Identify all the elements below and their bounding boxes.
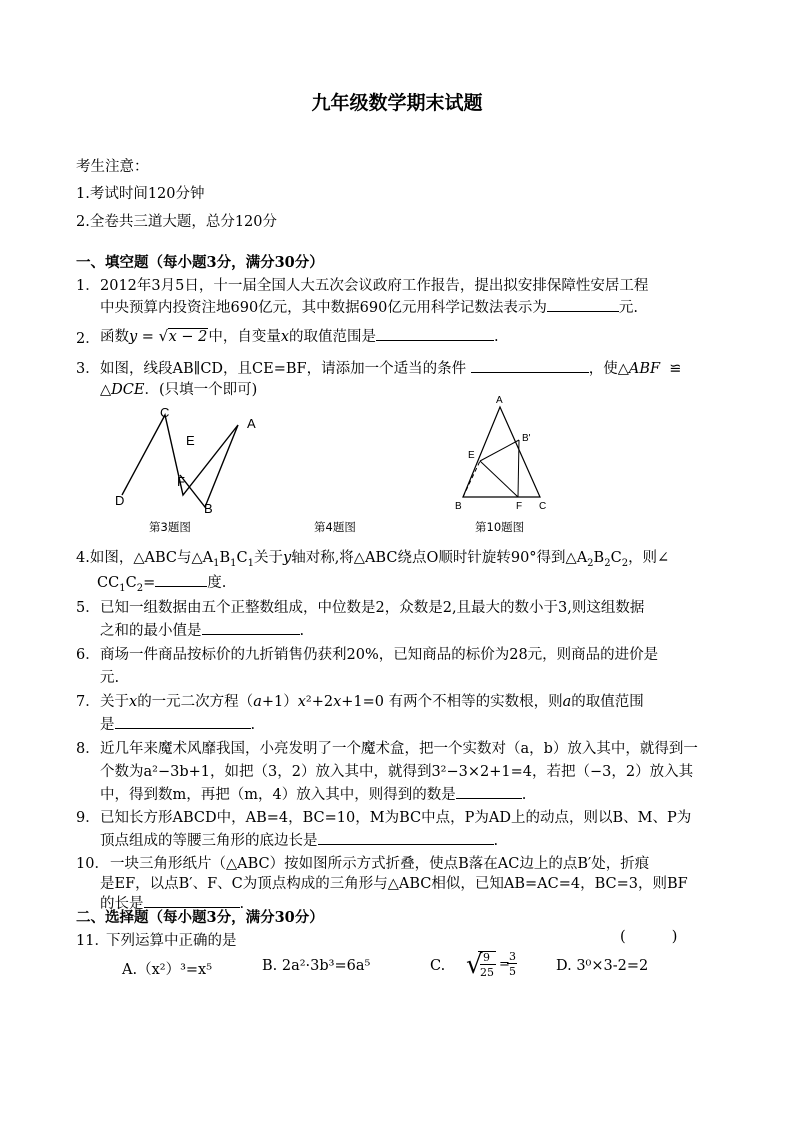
q2-line bbox=[100, 325, 499, 346]
q3-text-b: ，使△ bbox=[588, 361, 629, 377]
q7-line2 bbox=[100, 713, 255, 734]
q4-c2: C bbox=[125, 575, 137, 591]
q3-note: ．(只填一个即可) bbox=[144, 382, 258, 398]
q11-text: 下列运算中正确的是 bbox=[106, 933, 237, 949]
q8-line1: 近几年来魔术风靡我国，小亮发明了一个魔术盒，把一个实数对（a，b）放入其中，就得到一 bbox=[100, 741, 698, 757]
q4-eq: = bbox=[143, 575, 156, 591]
page-title: 九年级数学期末试题 bbox=[311, 92, 483, 114]
q10-line1: 一块三角形纸片（△ABC）按如图所示方式折叠，使点B落在AC边上的点B′处，折痕 bbox=[110, 856, 650, 872]
notice-heading: 考生注意： bbox=[76, 159, 149, 175]
q4-text-e: 轴对称,将△ABC绕点O顺时针旋转90°得到△A bbox=[291, 550, 588, 566]
q10-line2: 是EF，以点B′、F、C为顶点构成的三角形与△ABC相似，已知AB=AC=4，BC=3，则BF bbox=[100, 876, 688, 892]
fig10-eb-prime bbox=[480, 440, 519, 461]
fig10-fold-line bbox=[480, 461, 518, 497]
q7-num: 7． bbox=[76, 694, 100, 710]
q2-num: 2． bbox=[76, 331, 100, 347]
q11-option-d[interactable]: D. 3⁰×3-2=2 bbox=[556, 958, 649, 974]
q4-text-b: B bbox=[219, 550, 231, 566]
q2-text-a: 函数 bbox=[100, 329, 129, 345]
q5-num: 5． bbox=[76, 600, 100, 616]
q2-text-c: 的取值范围是 bbox=[289, 329, 377, 345]
q8-answer-blank[interactable] bbox=[456, 784, 522, 799]
q7-text-c: +1） bbox=[261, 694, 298, 710]
q11-c-den: 25 bbox=[480, 966, 494, 979]
fig10-label-e: E bbox=[468, 450, 475, 461]
figure-3 bbox=[115, 405, 256, 516]
q3-abf: ABF bbox=[628, 361, 661, 377]
q9-line2 bbox=[100, 829, 498, 850]
q3-answer-blank[interactable] bbox=[471, 358, 589, 373]
q7-a2: a bbox=[562, 694, 572, 710]
q11-option-c-label: C. bbox=[430, 958, 446, 974]
fig3-label-d: D bbox=[115, 493, 125, 508]
fig10-label-c: C bbox=[539, 501, 547, 512]
q11-option-a[interactable]: A.（x²）³=x⁵ bbox=[122, 962, 213, 978]
q5-line1: 已知一组数据由五个正整数组成，中位数是2，众数是2,且最大的数小于3,则这组数据 bbox=[100, 600, 645, 616]
notice-item-2: 2.全卷共三道大题，总分120分 bbox=[76, 214, 278, 230]
fig3-label-e: E bbox=[186, 433, 195, 448]
q7-end: . bbox=[250, 717, 256, 733]
fig10-label-bprime: B' bbox=[522, 433, 531, 444]
section1-heading: 一、填空题（每小题3分，满分30分） bbox=[76, 254, 324, 271]
q4-text-c: C bbox=[236, 550, 248, 566]
q2-y: y bbox=[129, 329, 138, 345]
q11-answer-paren[interactable]: ( ) bbox=[620, 929, 678, 945]
q7-text-b: 的一元二次方程（ bbox=[137, 694, 254, 710]
q3-text-a: 如图，线段AB∥CD，且CE=BF，请添加一个适当的条件 bbox=[100, 361, 467, 377]
q11-option-b[interactable]: B. 2a²·3b³=6a⁵ bbox=[262, 958, 371, 974]
q7-is: 是 bbox=[100, 717, 115, 733]
q4-cc: CC bbox=[97, 575, 120, 591]
fig3-path bbox=[122, 415, 238, 507]
q11-c-rnum: 3 bbox=[509, 950, 516, 963]
q2-radical bbox=[159, 329, 209, 345]
sqrt-icon: √ bbox=[158, 327, 169, 345]
q10-num: 10． bbox=[76, 856, 109, 872]
q3-cong: ≌ bbox=[669, 361, 682, 377]
q1-num: 1． bbox=[76, 278, 100, 294]
q7-x: x bbox=[129, 694, 138, 710]
q11-c-rfraction-bar bbox=[507, 963, 517, 964]
fig10-caption: 第10题图 bbox=[475, 520, 525, 534]
q8-line2: 个数为a²−3b+1，如把（3，2）放入其中，就得到3²−3×2+1=4，若把（−3，2）放入其 bbox=[100, 764, 694, 780]
q4-text-a: 4.如图，△ABC与△A bbox=[76, 550, 214, 566]
q5-end: . bbox=[299, 623, 305, 639]
q9-num: 9． bbox=[76, 810, 100, 826]
q7-text-e: ²+2 bbox=[305, 694, 334, 710]
fig10-label-b: B bbox=[455, 501, 462, 512]
q2-text-b: 中，自变量 bbox=[208, 329, 281, 345]
q2-eq: = bbox=[137, 329, 159, 345]
q7-a: a bbox=[253, 694, 262, 710]
q1-line1: 2012年3月5日，十一届全国人大五次会议政府工作报告，提出拟安排保障性安居工程 bbox=[100, 278, 649, 294]
figure-10 bbox=[455, 395, 546, 512]
q7-line1 bbox=[100, 690, 644, 711]
q5-answer-blank[interactable] bbox=[202, 620, 300, 635]
q10-end: . bbox=[239, 896, 245, 912]
fig3-label-b: B bbox=[204, 501, 213, 516]
q6-line1: 商场一件商品按标价的九折销售仍获利20%，已知商品的标价为28元，则商品的进价是 bbox=[100, 647, 659, 663]
q7-x3: x bbox=[333, 694, 342, 710]
q5-line2 bbox=[100, 619, 304, 640]
q4-text-f: B bbox=[593, 550, 605, 566]
q9-answer-blank[interactable] bbox=[318, 830, 494, 845]
q11-c-eq: = bbox=[499, 957, 510, 972]
q4-text-g: C bbox=[610, 550, 622, 566]
q7-text-g: +1=0 有两个不相等的实数根，则 bbox=[341, 694, 563, 710]
q2-var: x bbox=[280, 329, 290, 345]
q3-line1 bbox=[100, 357, 681, 378]
q11-option-c[interactable] bbox=[430, 958, 445, 974]
q4-line2: $CC_1C_2=$ 度. bbox=[97, 571, 226, 594]
q4-text-h: ，则∠ bbox=[628, 550, 670, 566]
fig3-label-a: A bbox=[247, 416, 256, 431]
fig4-caption: 第4题图 bbox=[314, 520, 356, 534]
q4-line1: 4.如图，△ABC与$\triangle A_1B_1C_1$关于y轴对称,将△ABC绕点O顺时针旋转90°得到$\triangle A_2B_2C_2$，则∠ bbox=[76, 550, 670, 569]
q1-answer-blank[interactable] bbox=[547, 297, 619, 312]
q6-line2: 元. bbox=[100, 670, 120, 686]
q9-text: 顶点组成的等腰三角形的底边长是 bbox=[100, 833, 318, 849]
q6-num: 6． bbox=[76, 647, 100, 663]
q4-text-d: 关于 bbox=[254, 550, 283, 566]
fig3-label-c: C bbox=[160, 405, 170, 420]
notice-item-1: 1.考试时间120分钟 bbox=[76, 186, 205, 202]
q8-num: 8． bbox=[76, 741, 100, 757]
q11-num: 11． bbox=[76, 933, 109, 949]
q3-triangle: △ bbox=[100, 382, 112, 398]
q1-line2 bbox=[100, 296, 638, 317]
q11-c-num: 9 bbox=[483, 951, 490, 964]
q1-line2-text: 中央预算内投资注地690亿元，其中数据690亿元用科学记数法表示为 bbox=[100, 300, 547, 316]
q7-text-a: 关于 bbox=[100, 694, 129, 710]
q7-answer-blank[interactable] bbox=[115, 714, 251, 729]
section2-heading: 二、选择题（每小题3分，满分30分） bbox=[76, 909, 324, 926]
q9-line1: 已知长方形ABCD中，AB=4，BC=10，M为BC中点，P为AD上的动点，则以B、M、P为 bbox=[100, 810, 692, 826]
q4-y: y bbox=[283, 550, 292, 566]
q8-text: 中，得到数m，再把（m，4）放入其中，则得到的数是 bbox=[100, 787, 456, 803]
q7-x2: x bbox=[297, 694, 306, 710]
q4-answer-blank[interactable] bbox=[155, 572, 207, 587]
sqrt-icon: √ bbox=[466, 950, 483, 980]
fig3-label-f: F bbox=[177, 474, 185, 489]
q1-unit: 元. bbox=[618, 300, 638, 316]
q2-text-d: . bbox=[494, 329, 499, 345]
fig3-caption: 第3题图 bbox=[149, 520, 191, 534]
q3-dce: DCE bbox=[111, 382, 145, 398]
q8-line3 bbox=[100, 783, 526, 804]
q2-answer-blank[interactable] bbox=[376, 326, 494, 341]
q8-end: . bbox=[521, 787, 527, 803]
q11-c-rden: 5 bbox=[509, 965, 516, 978]
q5-text: 之和的最小值是 bbox=[100, 623, 202, 639]
q2-radicand: x − 2 bbox=[168, 329, 208, 345]
q10-text: 的长是 bbox=[100, 896, 144, 912]
fig10-label-a: A bbox=[496, 395, 503, 406]
fig10-label-f: F bbox=[516, 501, 523, 512]
q9-end: . bbox=[493, 833, 499, 849]
q11-c-fraction-bar bbox=[480, 964, 496, 965]
q3-num: 3． bbox=[76, 361, 100, 377]
q7-text-i: 的取值范围 bbox=[571, 694, 644, 710]
q4-unit: 度. bbox=[207, 575, 227, 591]
